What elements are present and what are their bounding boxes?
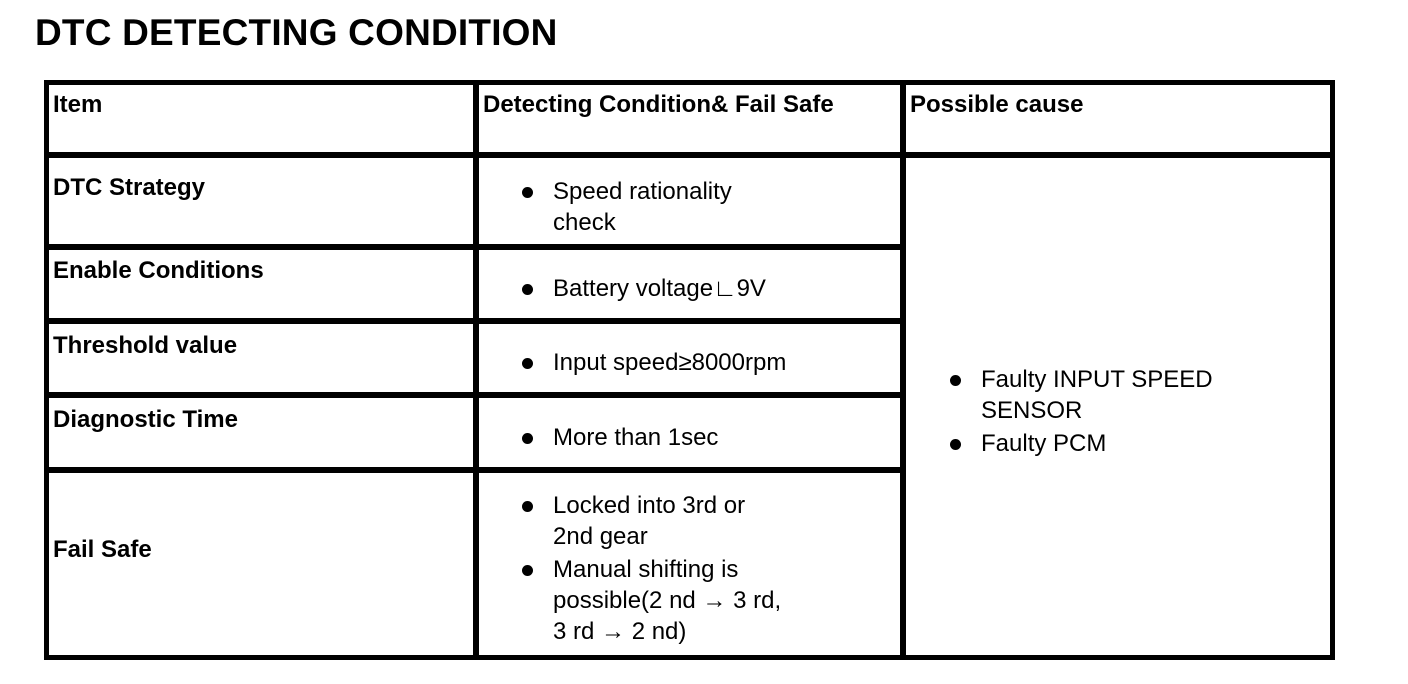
header-item-cell xyxy=(48,84,474,153)
condition-line: Locked into 3rd or xyxy=(553,492,746,519)
bullet-icon xyxy=(950,439,961,450)
condition-line: Manual shifting is xyxy=(553,556,739,583)
item-dtc-strategy: DTC Strategy xyxy=(53,174,206,201)
item-enable-conditions: Enable Conditions xyxy=(53,257,264,284)
condition-line: possible(2 nd → 3 rd, xyxy=(553,587,782,614)
condition-list-fail-safe xyxy=(518,490,781,647)
condition-item xyxy=(518,554,781,647)
cause-line: Faulty PCM xyxy=(981,430,1107,457)
condition-item xyxy=(518,490,781,552)
condition-line: More than 1sec xyxy=(553,424,719,451)
cause-line: SENSOR xyxy=(981,397,1083,424)
item-diagnostic-time: Diagnostic Time xyxy=(53,406,238,433)
bullet-icon xyxy=(522,284,533,295)
condition-list-dtc-strategy xyxy=(518,176,732,238)
cause-item xyxy=(946,364,1213,426)
condition-item xyxy=(518,422,718,453)
header-detecting-condition: Detecting Condition& Fail Safe xyxy=(483,91,834,118)
condition-line: Input speed≥8000rpm xyxy=(553,349,787,376)
condition-item xyxy=(518,347,786,378)
header-item: Item xyxy=(53,91,103,118)
possible-cause-list xyxy=(946,364,1213,459)
item-threshold-value: Threshold value xyxy=(53,332,238,359)
item-fail-safe: Fail Safe xyxy=(53,536,152,563)
condition-list-diagnostic-time xyxy=(518,422,718,453)
bullet-icon xyxy=(522,565,533,576)
condition-list-threshold-value xyxy=(518,347,786,378)
condition-line: 3 rd → 2 nd) xyxy=(553,618,687,645)
page-title: DTC DETECTING CONDITION xyxy=(35,12,558,53)
condition-line: Speed rationality xyxy=(553,178,732,205)
bullet-icon xyxy=(522,501,533,512)
bullet-icon xyxy=(522,358,533,369)
condition-line: check xyxy=(553,209,616,236)
condition-line: Battery voltage∟9V xyxy=(553,275,766,302)
cause-line: Faulty INPUT SPEED xyxy=(981,366,1213,393)
bullet-icon xyxy=(522,187,533,198)
bullet-icon xyxy=(950,375,961,386)
condition-list-enable-conditions xyxy=(518,273,766,304)
condition-item xyxy=(518,273,766,304)
bullet-icon xyxy=(522,433,533,444)
condition-line: 2nd gear xyxy=(553,523,648,550)
cause-item xyxy=(946,428,1213,459)
condition-item xyxy=(518,176,732,238)
header-possible-cause: Possible cause xyxy=(910,91,1084,118)
